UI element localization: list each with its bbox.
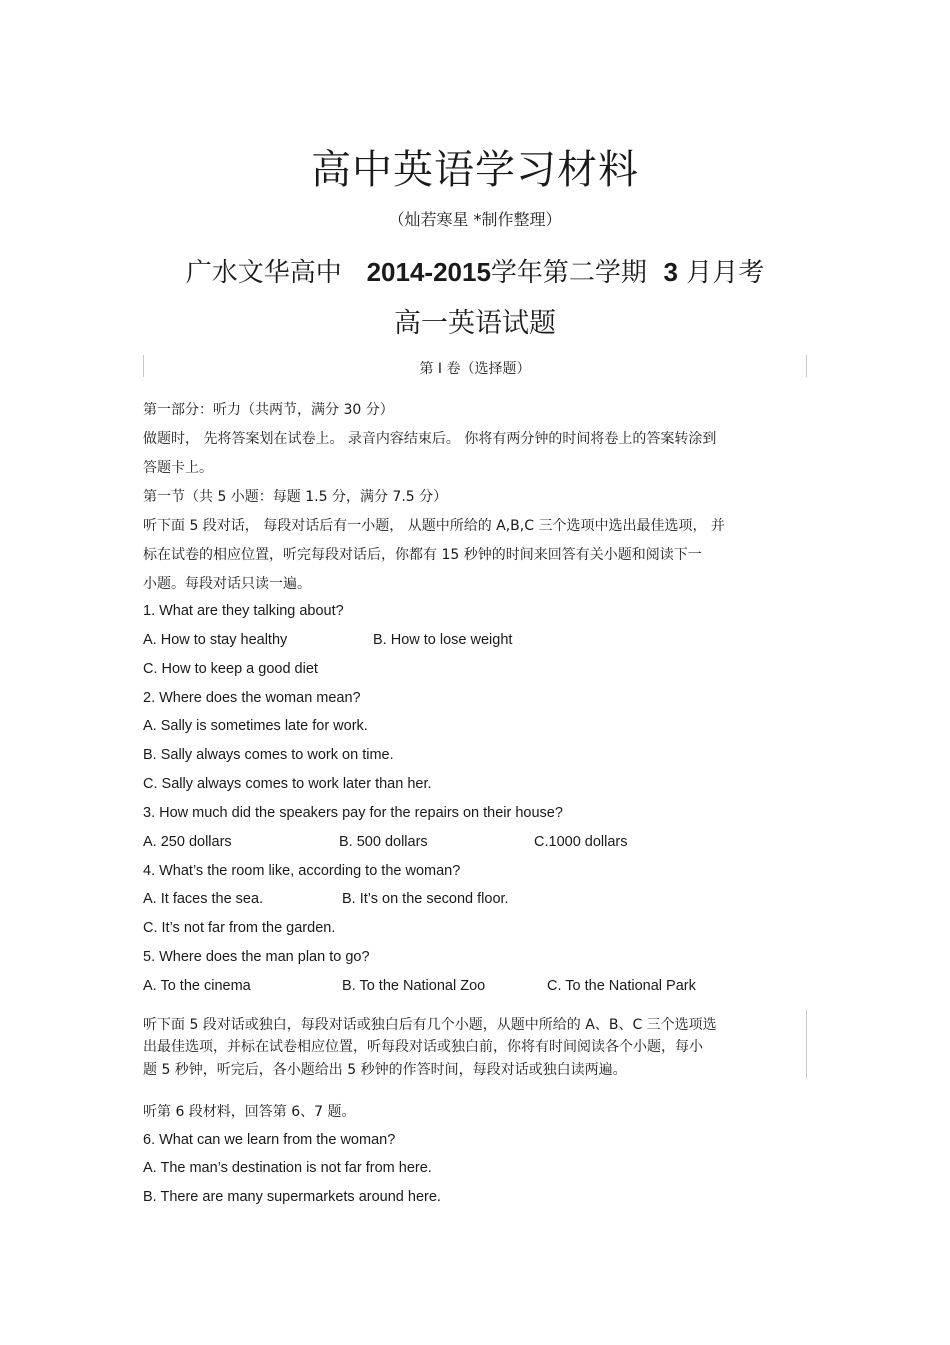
section1-directions-line3: 小题。每段对话只读一遍。 — [143, 576, 311, 592]
question-3: 3. How much did the speakers pay for the repairs on their house? — [143, 805, 563, 821]
q5-option-c: C. To the National Park — [547, 978, 696, 994]
q6-option-a: A. The man’s destination is not far from here. — [143, 1160, 432, 1176]
q2-option-a: A. Sally is sometimes late for work. — [143, 718, 368, 734]
q1-option-b: B. How to lose weight — [373, 632, 513, 648]
part1-instruction-line1: 做题时， 先将答案划在试卷上。 录音内容结束后。 你将有两分钟的时间将卷上的答案转涂到 — [143, 431, 717, 447]
q2-option-c: C. Sally always comes to work later than her. — [143, 776, 432, 792]
q4-option-b: B. It’s on the second floor. — [342, 891, 509, 907]
question-2: 2. Where does the woman mean? — [143, 690, 361, 706]
q5-option-b: B. To the National Zoo — [342, 978, 486, 994]
q2-option-b: B. Sally always comes to work on time. — [143, 747, 394, 763]
semester: 学年第二学期 — [490, 258, 647, 288]
exam-type: 月月考 — [686, 258, 765, 288]
q4-option-a: A. It faces the sea. — [143, 891, 264, 907]
q6-option-b: B. There are many supermarkets around here. — [143, 1189, 441, 1205]
material-6-heading: 听第 6 段材料，回答第 6、7 题。 — [143, 1104, 356, 1120]
q5-option-a: A. To the cinema — [143, 978, 251, 994]
part1-heading: 第一部分：听力（共两节，满分 30 分） — [143, 402, 394, 418]
question-5: 5. Where does the man plan to go? — [143, 949, 370, 965]
q1-option-c: C. How to keep a good diet — [143, 661, 318, 677]
section2-directions-line3: 题 5 秒钟，听完后，各小题给出 5 秒钟的作答时间，每段对话或独白读两遍。 — [143, 1062, 627, 1078]
question-4: 4. What’s the room like, according to the woman? — [143, 863, 461, 879]
q1-option-a: A. How to stay healthy — [143, 632, 288, 648]
question-1: 1. What are they talking about? — [143, 603, 344, 619]
main-title: 高中英语学习材料 — [311, 147, 639, 193]
section2-right-rule — [806, 1010, 807, 1078]
school-year: 2014-2015 — [366, 257, 491, 287]
section1-directions-line2: 标在试卷的相应位置，听完每段对话后，你都有 15 秒钟的时间来回答有关小题和阅读下一 — [143, 547, 702, 563]
maker-note: （灿若寒星 *制作整理） — [388, 210, 562, 229]
section2-directions-line1: 听下面 5 段对话或独白，每段对话或独白后有几个小题，从题中所给的 A、B、C 三个选项选 — [143, 1017, 717, 1033]
q4-option-c: C. It’s not far from the garden. — [143, 920, 336, 936]
school-exam-title — [0, 252, 950, 289]
volume-heading: 第 Ⅰ 卷（选择题） — [419, 361, 531, 377]
q3-option-c: C.1000 dollars — [534, 834, 628, 850]
section2-directions-line2: 出最佳选项，并标在试卷相应位置，听每段对话或独白前，你将有时间阅读各个小题，每小 — [143, 1039, 703, 1055]
section1-heading: 第一节（共 5 小题：每题 1.5 分，满分 7.5 分） — [143, 489, 448, 505]
school-name: 广水文华高中 — [185, 258, 342, 288]
part1-instruction-line2: 答题卡上。 — [143, 460, 213, 476]
section1-directions-line1: 听下面 5 段对话， 每段对话后有一小题， 从题中所给的 A,B,C 三个选项中选出最佳选项， 并 — [143, 518, 725, 534]
question-6: 6. What can we learn from the woman? — [143, 1132, 396, 1148]
q3-option-a: A. 250 dollars — [143, 834, 232, 850]
exam-month: 3 — [663, 257, 678, 287]
paper-title: 高一英语试题 — [394, 308, 556, 339]
q3-option-b: B. 500 dollars — [339, 834, 428, 850]
